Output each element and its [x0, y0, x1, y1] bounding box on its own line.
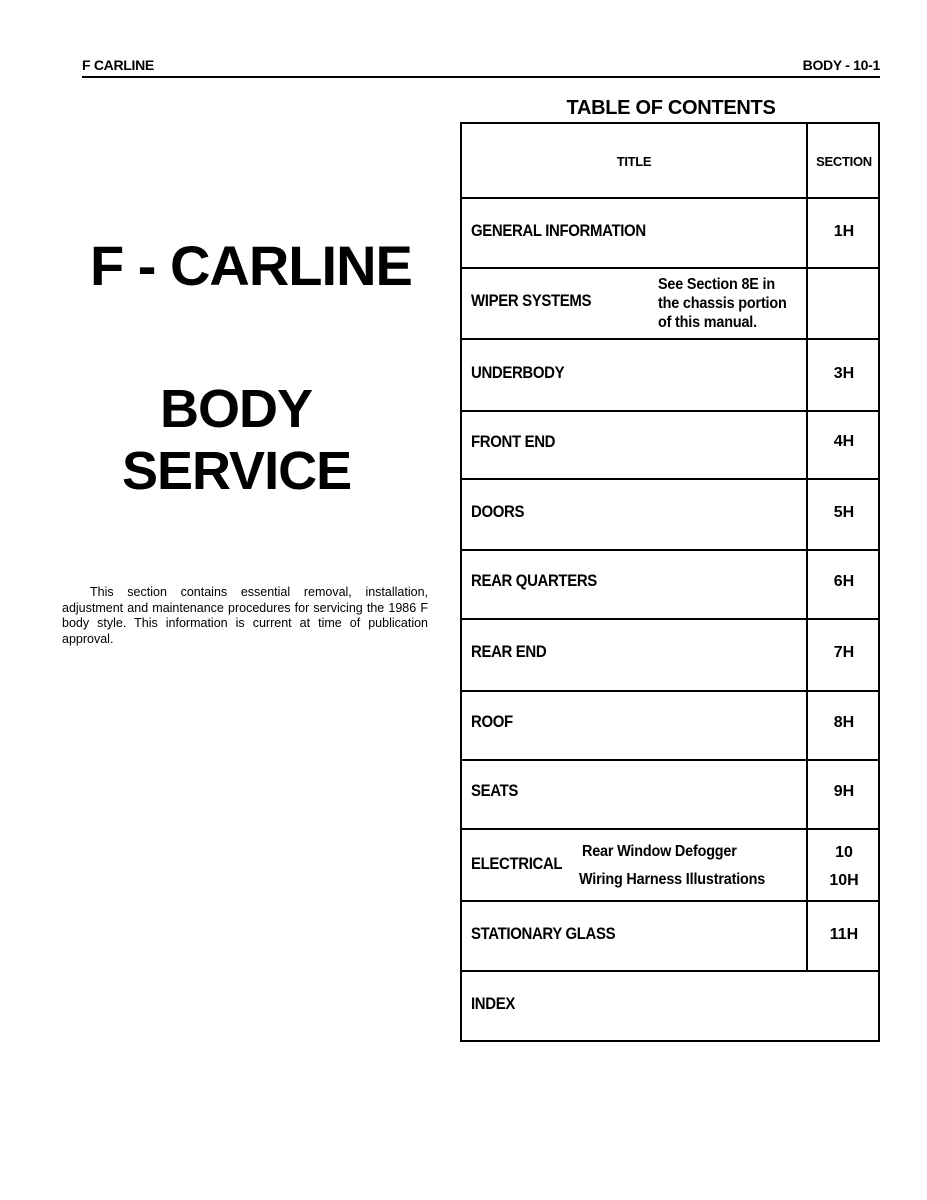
toc-row-title: ELECTRICAL [471, 854, 563, 873]
toc-row-index[interactable] [462, 970, 878, 1040]
toc-row-title: GENERAL INFORMATION [471, 221, 646, 240]
toc-row-section: 9H [833, 783, 855, 800]
toc-row-wiper-systems[interactable] [462, 267, 878, 338]
electrical-subitem-wiring: Wiring Harness Illustrations [579, 871, 766, 888]
toc-row-section: 4H [833, 433, 855, 450]
electrical-subitem-defogger: Rear Window Defogger [582, 843, 737, 860]
toc-row-rear-quarters[interactable] [462, 549, 878, 618]
toc-row-title: STATIONARY GLASS [471, 924, 616, 943]
toc-row-title: SEATS [471, 781, 519, 800]
toc-row-section: 3H [833, 365, 855, 382]
toc-row-electrical[interactable] [462, 828, 878, 900]
toc-row-title: REAR QUARTERS [471, 571, 597, 590]
body-title: BODY [160, 379, 313, 439]
toc-row-title: UNDERBODY [471, 363, 565, 382]
toc-row-rear-end[interactable] [462, 618, 878, 690]
header-page-number: BODY - 10-1 [802, 57, 880, 73]
toc-row-stationary-glass[interactable] [462, 900, 878, 970]
carline-title: F - CARLINE [90, 234, 412, 297]
toc-header-row [462, 124, 878, 197]
toc-table [460, 122, 880, 1042]
toc-row-section: 5H [833, 504, 855, 521]
toc-row-section: 1H [833, 223, 855, 240]
toc-row-title: ROOF [471, 712, 513, 731]
toc-row-title: DOORS [471, 502, 525, 521]
toc-heading: TABLE OF CONTENTS [566, 97, 776, 119]
toc-row-underbody[interactable] [462, 338, 878, 410]
toc-row-title: FRONT END [471, 432, 556, 451]
page-header [82, 56, 880, 78]
toc-row-title: REAR END [471, 642, 547, 661]
toc-row-section: 6H [833, 573, 855, 590]
toc-row-section: 11H [829, 926, 859, 943]
toc-row-general-information[interactable] [462, 197, 878, 267]
toc-col-title: TITLE [616, 154, 652, 169]
toc-row-doors[interactable] [462, 478, 878, 549]
toc-row-front-end[interactable] [462, 410, 878, 478]
wiper-note: See Section 8E in the chassis portion of this manual. [658, 276, 787, 331]
header-carline: F CARLINE [82, 57, 154, 73]
intro-paragraph: This section contains essential removal, installation, adjustment and maintenance procedures for servicing the 1986 F body style. This information is current at time of publication approval. [62, 585, 428, 646]
electrical-section-wiring: 10H [829, 872, 859, 889]
toc-row-roof[interactable] [462, 690, 878, 759]
toc-row-seats[interactable] [462, 759, 878, 828]
toc-col-section: SECTION [816, 154, 872, 169]
electrical-section-defogger: 10 [835, 844, 853, 861]
toc-row-section: 8H [833, 714, 855, 731]
toc-row-title: INDEX [471, 994, 515, 1013]
toc-row-title: WIPER SYSTEMS [471, 291, 592, 310]
service-title: SERVICE [122, 441, 352, 501]
toc-row-section: 7H [833, 644, 855, 661]
